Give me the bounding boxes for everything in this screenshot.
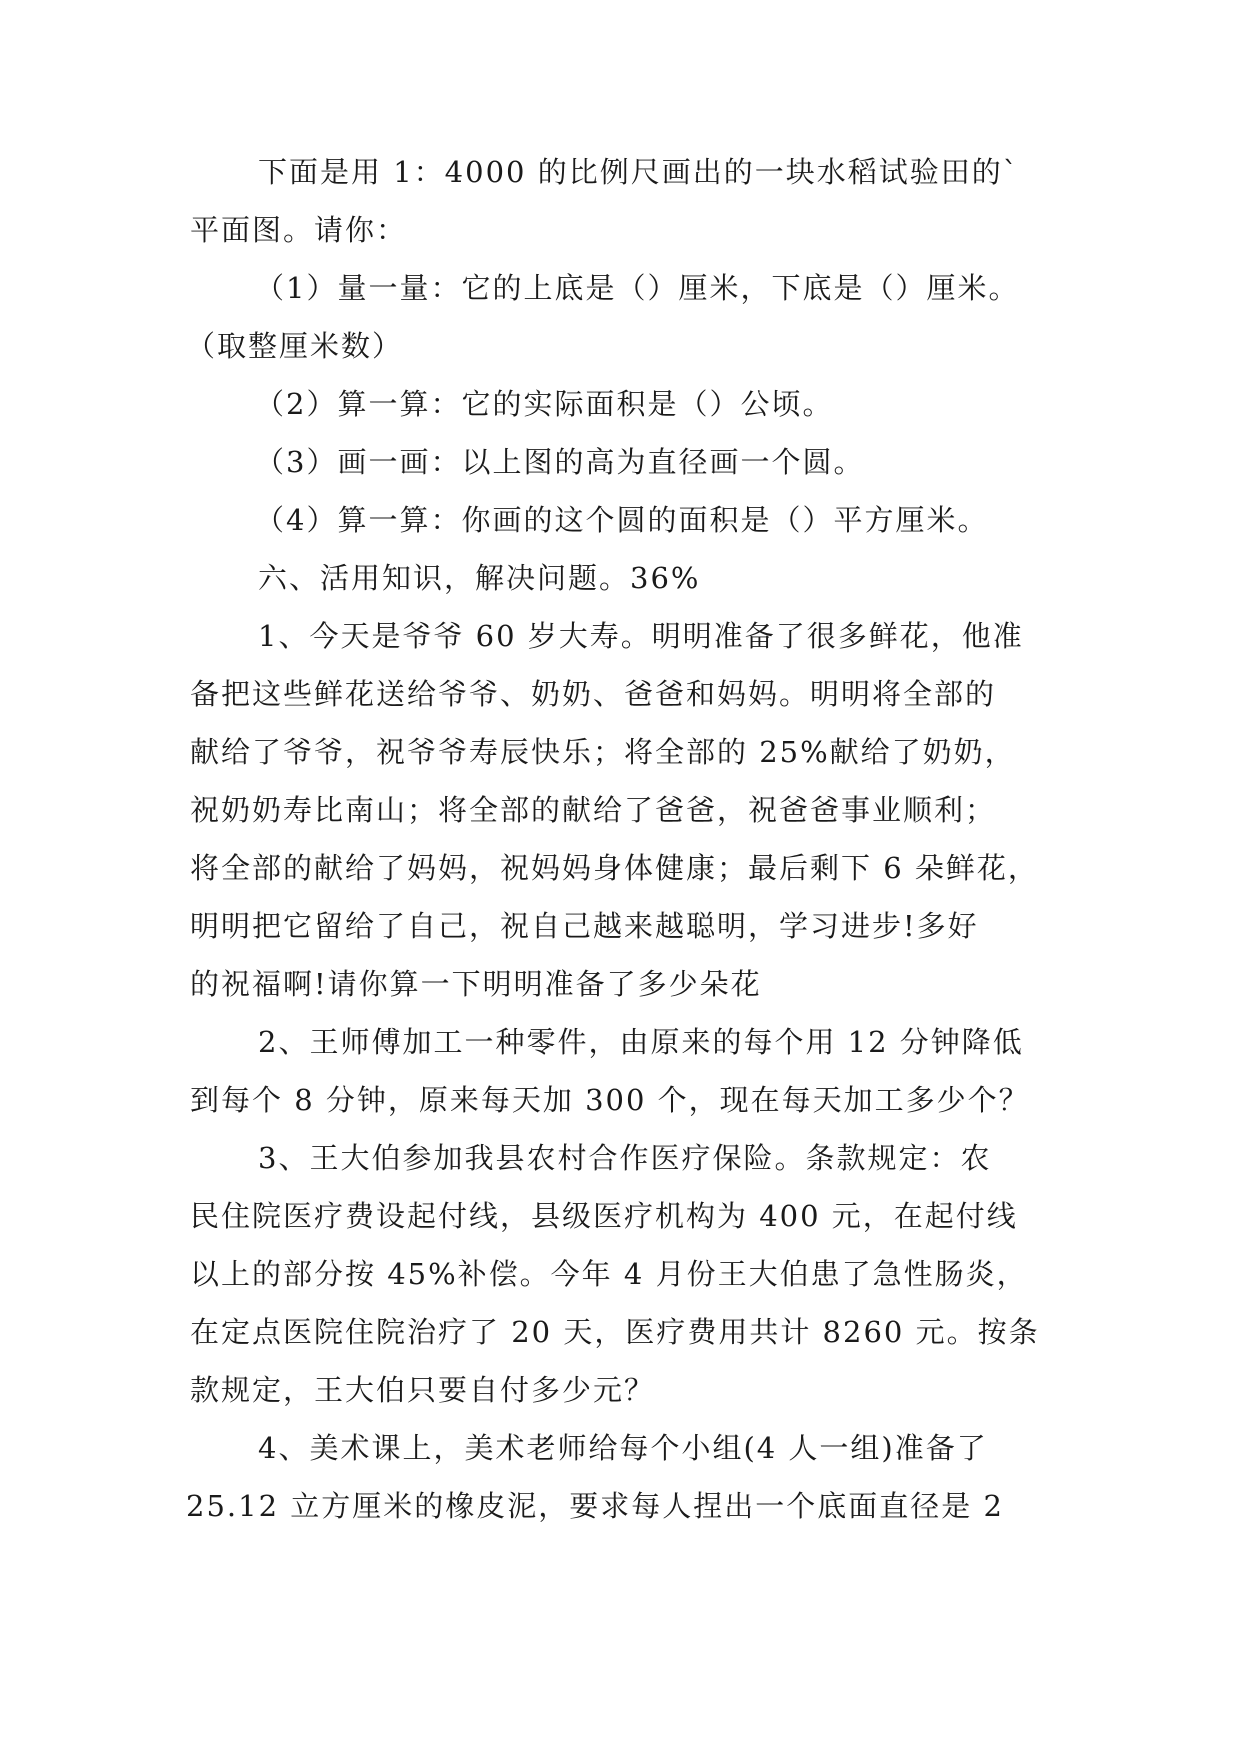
text-line: 将全部的献给了妈妈，祝妈妈身体健康；最后剩下 6 朵鲜花， [190, 851, 1039, 885]
text-line: 祝奶奶寿比南山；将全部的献给了爸爸，祝爸爸事业顺利； [190, 793, 997, 827]
text-line: 以上的部分按 45%补偿。今年 4 月份王大伯患了急性肠炎， [190, 1257, 1028, 1291]
text-line: （取整厘米数） [186, 329, 404, 363]
section-heading: 六、活用知识，解决问题。36% [258, 561, 701, 595]
text-line: （1）量一量：它的上底是（）厘米，下底是（）厘米。 [255, 271, 1020, 305]
text-line: 3、王大伯参加我县农村合作医疗保险。条款规定：农 [258, 1141, 992, 1175]
text-line: （3）画一画：以上图的高为直径画一个圆。 [255, 445, 865, 479]
text-line: 民住院医疗费设起付线，县级医疗机构为 400 元，在起付线 [190, 1199, 1018, 1233]
text-line: 献给了爷爷，祝爷爷寿辰快乐；将全部的 25%献给了奶奶， [190, 735, 1016, 769]
text-line: 25.12 立方厘米的橡皮泥，要求每人捏出一个底面直径是 2 [186, 1489, 1004, 1523]
text-line: 在定点医院住院治疗了 20 天，医疗费用共计 8260 元。按条 [190, 1315, 1040, 1349]
text-line: 款规定，王大伯只要自付多少元？ [190, 1373, 656, 1407]
text-line: 到每个 8 分钟，原来每天加 300 个，现在每天加工多少个？ [190, 1083, 1030, 1117]
text-line: （2）算一算：它的实际面积是（）公顷。 [255, 387, 834, 421]
text-line: 下面是用 1：4000 的比例尺画出的一块水稻试验田的` [258, 155, 1020, 189]
text-line: 明明把它留给了自己，祝自己越来越聪明，学习进步!多好 [190, 909, 979, 943]
text-line: 备把这些鲜花送给爷爷、奶奶、爸爸和妈妈。明明将全部的 [190, 677, 997, 711]
text-line: 4、美术课上，美术老师给每个小组(4 人一组)准备了 [258, 1431, 988, 1465]
text-line: 2、王师傅加工一种零件，由原来的每个用 12 分钟降低 [258, 1025, 1024, 1059]
text-line: 平面图。请你： [190, 213, 408, 247]
text-line: （4）算一算：你画的这个圆的面积是（）平方厘米。 [255, 503, 989, 537]
text-line: 的祝福啊!请你算一下明明准备了多少朵花 [190, 967, 762, 1001]
text-line: 1、今天是爷爷 60 岁大寿。明明准备了很多鲜花，他准 [258, 619, 1024, 653]
